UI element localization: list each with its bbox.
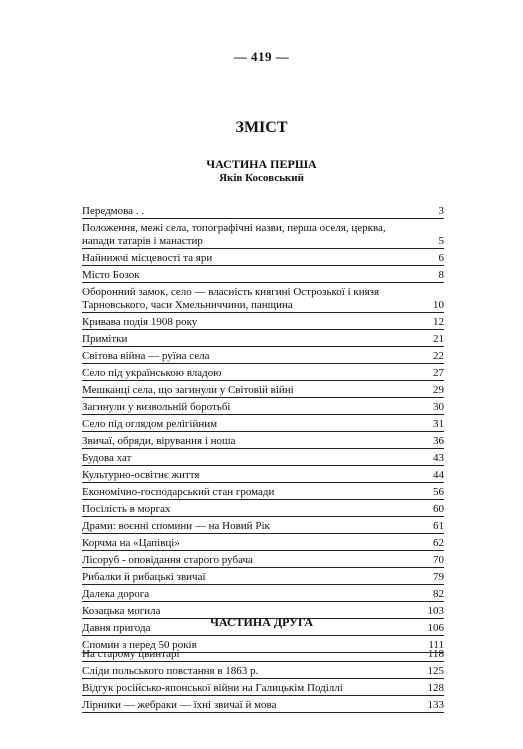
toc-entry-title: Посілість в моргах: [82, 503, 171, 515]
toc-entry: [82, 571, 444, 585]
toc-entry: [82, 537, 444, 551]
toc-entry-page: 29: [433, 384, 444, 396]
toc-entry-title: Давня пригода: [82, 622, 151, 634]
part-one-title: ЧАСТИНА ПЕРША: [206, 157, 317, 171]
toc-entry: [82, 286, 444, 313]
toc-entry-title: Село під українською владою: [82, 367, 222, 379]
toc-entry-page: 125: [427, 665, 444, 677]
part-two-title: ЧАСТИНА ДРУГА: [210, 615, 313, 629]
toc-entry: [82, 554, 444, 568]
toc-entry-title: Рибалки й рибацькі звичаї: [82, 571, 206, 583]
toc-entry-page: 30: [433, 401, 444, 413]
toc-entry-page: 22: [433, 350, 444, 362]
toc-entry: [82, 384, 444, 398]
toc-entry: [82, 588, 444, 602]
toc-entry-page: 61: [433, 520, 444, 532]
toc-entry-title: Сліди польського повстання в 1863 р.: [82, 665, 259, 677]
toc-entry-title: Село під оглядом релігійним: [82, 418, 218, 430]
toc-entry-page: 27: [433, 367, 444, 379]
toc-entry-title: Будова хат: [82, 452, 132, 464]
toc-entry: [82, 222, 444, 249]
toc-entry-page: 21: [433, 333, 444, 345]
toc-entry-page: 36: [433, 435, 444, 447]
toc-entry: [82, 350, 444, 364]
toc-entry-page: 56: [433, 486, 444, 498]
toc-entry: [82, 205, 444, 219]
toc-entry: [82, 682, 444, 696]
toc-entry: [82, 486, 444, 500]
toc-entry-page: 12: [433, 316, 444, 328]
toc-entry-page: 79: [433, 571, 444, 583]
toc-entry: [82, 435, 444, 449]
toc-entry: [82, 648, 444, 662]
toc-entry-title: Далека дорога: [82, 588, 150, 600]
toc-entry: [82, 418, 444, 432]
toc-entry-page: 60: [433, 503, 444, 515]
toc-entry-page: 111: [428, 639, 444, 651]
toc-entry-title: Місто Бозок: [82, 269, 140, 281]
toc-entry: [82, 665, 444, 679]
toc-entry: [82, 503, 444, 517]
toc-entry-title: Оборонний замок, село — власність княгині Острозької і князя: [82, 286, 380, 298]
toc-entry-page: 43: [433, 452, 444, 464]
toc-entry-page: 118: [427, 648, 444, 660]
toc-entry-title: Відгук російсько-японської війни на Галицькім Поділлі: [82, 682, 343, 694]
toc-entry: [82, 269, 444, 283]
toc-entry-title: Найнижчі місцевості та яри: [82, 252, 213, 264]
toc-entry-page: 3: [438, 205, 444, 217]
toc-entry-title: Культурно-освітнє життя: [82, 469, 200, 481]
toc-entry-title: Козацька могила: [82, 605, 161, 617]
page-number: — 419 —: [233, 49, 290, 64]
toc-entry-title: Економічно-господарський стан громади: [82, 486, 275, 498]
toc-entry: [82, 469, 444, 483]
part-one-toc-list: [82, 205, 444, 656]
toc-title: ЗМІСТ: [235, 119, 288, 136]
toc-entry: [82, 699, 444, 713]
toc-entry-title: Драми: воєнні спомини — на Новий Рік: [82, 520, 270, 532]
toc-entry-page: 8: [438, 269, 444, 281]
toc-entry-title: Корчма на «Цапівці»: [82, 537, 180, 549]
toc-entry: [82, 520, 444, 534]
toc-entry-title: Примітки: [82, 333, 128, 345]
toc-entry-page: 103: [427, 605, 444, 617]
toc-entry-page: 82: [433, 588, 444, 600]
toc-entry-title: Кривава подія 1908 року: [82, 316, 198, 328]
toc-entry-title: Лірники — жебраки — їхні звичаї й мова: [82, 699, 277, 711]
toc-entry-title: Передмова . .: [82, 205, 145, 217]
toc-entry-title: Спомин з перед 50 років: [82, 639, 197, 651]
toc-entry-title: На старому цвинтарі: [82, 648, 180, 660]
toc-entry-page: 106: [427, 622, 444, 634]
toc-entry-title: Мешканці села, що загинули у Світовій війні: [82, 384, 294, 396]
toc-entry-page: 128: [427, 682, 444, 694]
toc-entry-title: Світова війна — руїна села: [82, 350, 210, 362]
toc-entry: [82, 333, 444, 347]
toc-entry-page: 5: [438, 235, 444, 247]
toc-entry-title: Звичаї, обряди, вірування і ноша: [82, 435, 236, 447]
toc-entry-title-continued: Тарновського, часи Хмельниччини, панщина: [82, 299, 293, 311]
part-one-author: Яків Косовський: [219, 172, 304, 184]
toc-entry: [82, 401, 444, 415]
toc-entry-page: 10: [433, 299, 444, 311]
toc-entry-page: 133: [427, 699, 444, 711]
toc-entry-title: Лісоруб - оповідання старого рубача: [82, 554, 253, 566]
toc-entry-page: 31: [433, 418, 444, 430]
toc-entry: [82, 252, 444, 266]
toc-entry: [82, 367, 444, 381]
toc-entry-title: Загинули у визвольній боротьбі: [82, 401, 231, 413]
toc-entry: [82, 316, 444, 330]
toc-entry: [82, 452, 444, 466]
toc-entry-title: Положення, межі села, топографічні назви, перша оселя, церква,: [82, 222, 386, 234]
toc-entry-page: 70: [433, 554, 444, 566]
toc-entry-title-continued: напади татарів і манастир: [82, 235, 203, 247]
toc-entry-page: 62: [433, 537, 444, 549]
toc-entry-page: 44: [433, 469, 444, 481]
toc-entry-page: 6: [438, 252, 444, 264]
part-two-toc-list: [82, 648, 444, 716]
